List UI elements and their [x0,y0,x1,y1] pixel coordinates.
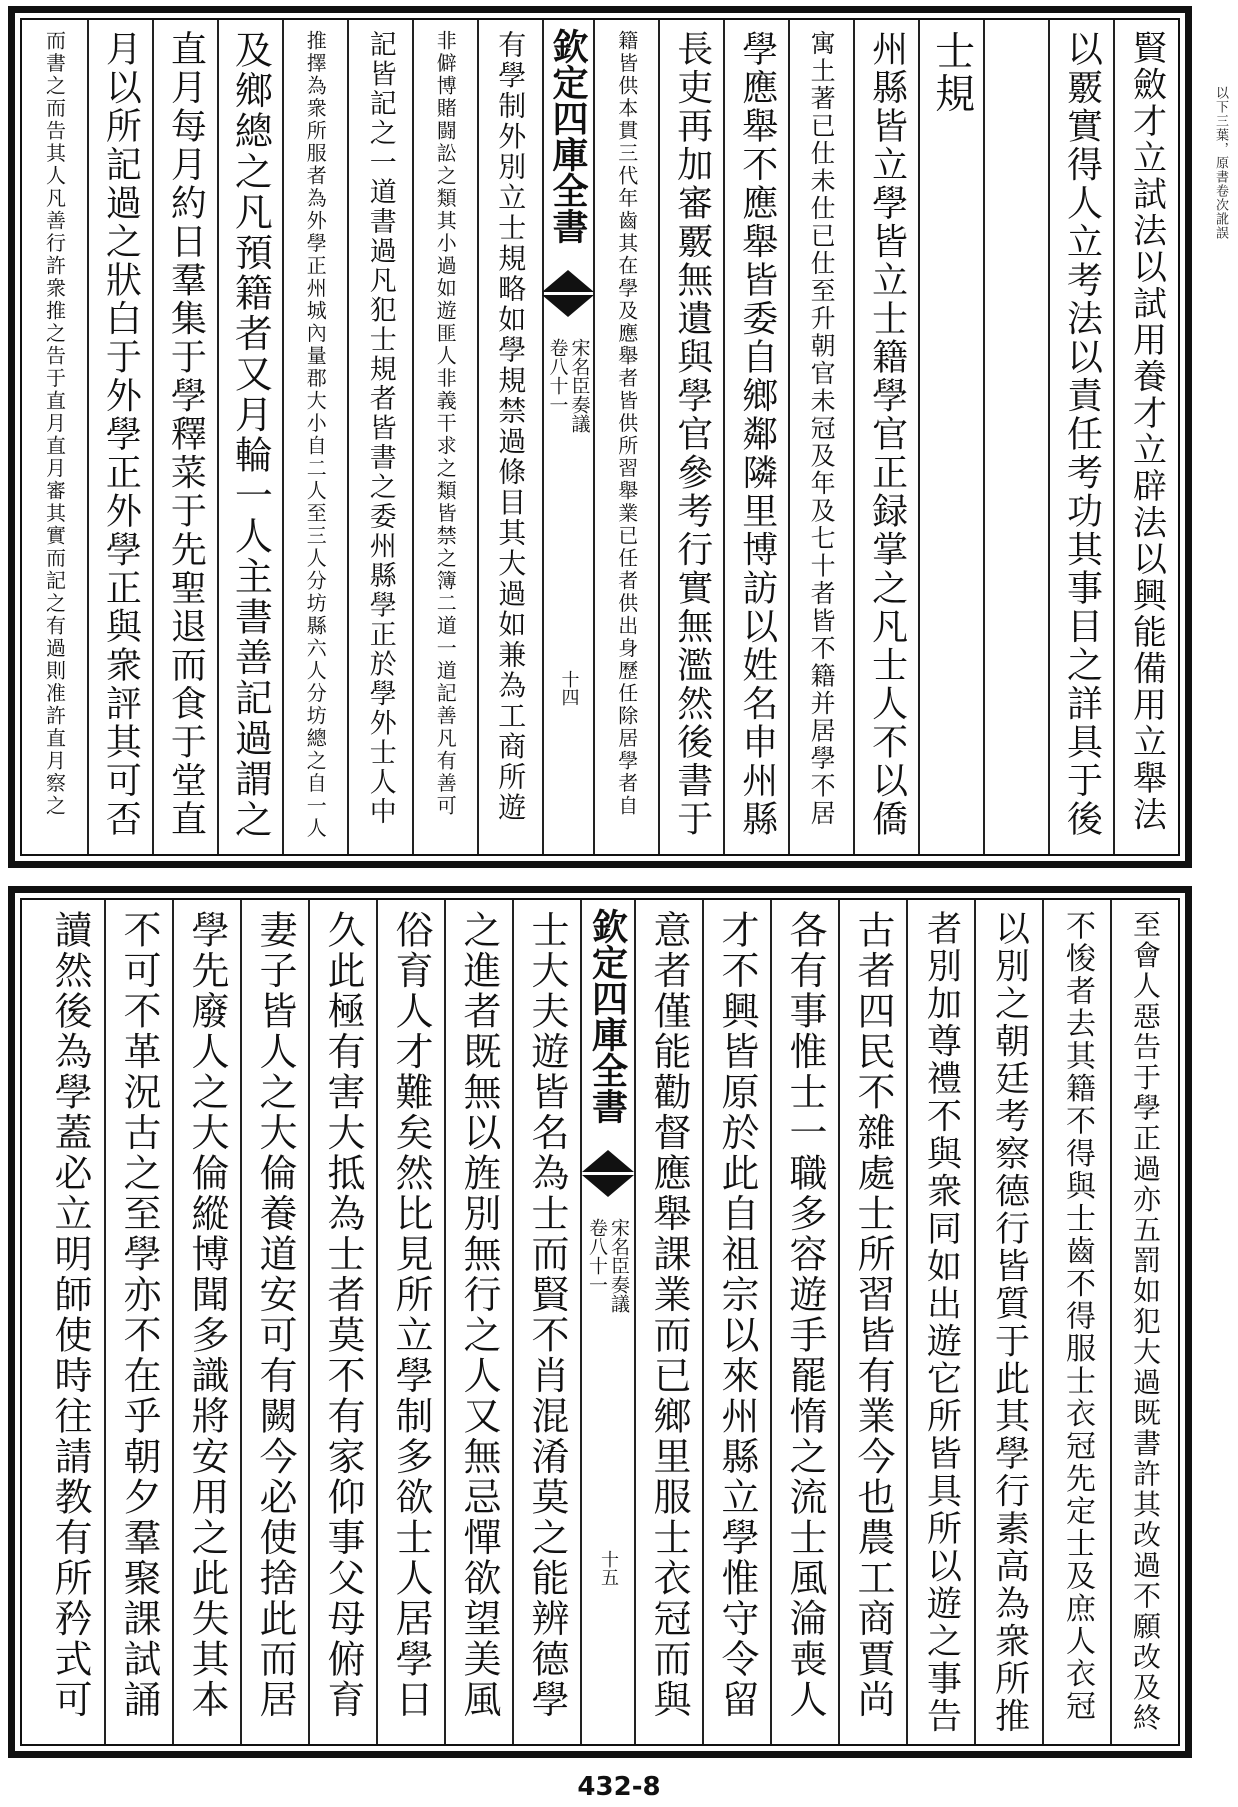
folio-number: 十四 [558,670,580,706]
text-column [412,20,477,854]
text-column [906,900,974,1744]
text-column [512,900,580,1744]
text-column [240,900,308,1744]
column-text: 不悛者去其籍不得與士齒不得服士衣冠先定士及庶人衣冠 [1060,910,1095,1723]
text-column [770,900,838,1744]
column-text: 籍皆供本貫三代年齒其在學及應舉者皆供所習舉業已任者供出身歷任除居學者自 [614,30,639,818]
fish-tail-mark-bottom [582,1175,634,1197]
text-column [172,900,240,1744]
page-panel-top [8,6,1192,868]
column-text: 學應舉不應舉皆委自鄉鄰隣里博訪以姓名申州縣 [736,30,778,839]
text-column [1042,900,1110,1744]
subtitle-work: 宋名臣奏議 [568,338,591,433]
book-title: 欽定四庫全書 [586,908,629,1124]
text-columns-top [22,20,1178,854]
text-column [974,900,1042,1744]
text-column [983,20,1048,854]
text-column [1048,20,1113,854]
column-text: 推擇為衆所服者為外學正州城內量郡大小自二人至三人分坊縣六人分坊總之自一人 [303,30,328,840]
text-column [658,20,723,854]
column-text: 賢斂才立試法以試用養才立辟法以興能備用立舉法 [1126,30,1167,833]
text-columns-bottom [22,900,1178,1744]
column-text: 古者四民不雜處士所習皆有業今也農工商賈尚 [851,910,895,1720]
column-text: 長吏再加審覈無遺與學官參考行實無濫然後書于 [671,30,713,839]
text-column [634,900,702,1744]
column-text: 學先廢人之大倫縱博聞多識將安用之此失其本 [185,910,229,1720]
column-text: 不可不革況古之至學亦不在乎朝夕羣聚課試誦 [117,910,161,1720]
text-column [838,900,906,1744]
text-column [87,20,152,854]
column-text: 意者僅能勸督應舉課業而已鄉里服士衣冠而與 [647,910,691,1720]
text-column [702,900,770,1744]
column-text: 士規 [928,30,975,115]
text-column [788,20,853,854]
column-text: 寓土著已仕未仕已仕至升朝官未冠及年及七十者皆不籍并居學不居 [807,30,837,828]
text-column [723,20,788,854]
fish-tail-mark-top [582,1150,634,1172]
text-column [217,20,282,854]
column-text: 至會人惡告于學正過亦五罰如犯大過既書許其改過不願改及終 [1129,910,1162,1734]
text-column [444,900,512,1744]
text-column [918,20,983,854]
column-text: 才不興皆原於此自祖宗以來州縣立學惟守令留 [715,910,759,1720]
text-column [282,20,347,854]
text-column [376,900,444,1744]
column-text: 者別加尊禮不與衆同如出遊它所皆具所以遊之事告 [921,910,962,1735]
column-text: 非僻博賭闘訟之類其小過如遊匪人非義干求之類皆禁之簿二道一道記善凡有善可 [433,30,458,818]
column-text: 有學制外別立士規略如學規禁過條目其大過如兼為工商所遊 [494,30,528,823]
page-panel-bottom [8,886,1192,1758]
column-text: 記皆記之一道書過凡犯士規者皆書之委州縣學正於學外士人中 [364,30,396,827]
fish-tail-mark-bottom [542,295,594,317]
text-column [104,900,172,1744]
folio-number: 十五 [598,1550,619,1586]
column-text: 以別之朝廷考察德行皆質于此其學行素高為衆所推 [989,910,1030,1735]
center-fold [580,900,634,1744]
text-column [22,20,87,854]
text-column [36,900,104,1744]
column-text: 士大夫遊皆名為士而賢不肖混淆莫之能辨德學 [525,910,569,1720]
column-text: 各有事惟士一職多容遊手罷惰之流士風淪喪人 [783,910,827,1720]
fish-tail-mark-top [542,270,594,292]
text-column [1110,900,1178,1744]
column-text: 而書之而告其人凡善行許衆推之告于直月直月審其實而記之有過則准許直月察之 [42,30,67,818]
column-text: 俗育人才難矣然比見所立學制多欲士人居學日 [389,910,433,1720]
text-column [152,20,217,854]
column-text: 月以所記過之狀白于外學正外學正與衆評其可否 [100,30,142,839]
column-text: 之進者既無以旌別無行之人又無忌憚欲望美風 [457,910,501,1720]
column-text: 直月每月約日羣集于學釋菜于先聖退而食于堂直 [165,30,207,839]
column-text: 讀然後為學蓋必立明師使時往請教有所矜式可 [48,910,92,1720]
text-column [308,900,376,1744]
center-fold [542,20,594,854]
subtitle-volume: 卷八十一 [546,338,569,414]
subtitle-work: 宋名臣奏議 [608,1218,630,1313]
volume-subtitle [586,1218,630,1358]
column-text: 以覈實得人立考法以責任考功其事目之詳具于後 [1061,30,1103,839]
column-text: 州縣皆立學皆立士籍學官正録掌之凡士人不以僑 [866,30,908,839]
side-note: 以下三葉，原書卷次訛誤 [1213,86,1228,240]
text-column [853,20,918,854]
text-column [347,20,412,854]
book-title: 欽定四庫全書 [546,28,589,244]
volume-subtitle [546,338,590,478]
column-text: 及鄉總之凡預籍者又月輪一人主書善記過謂之 [228,30,273,840]
subtitle-volume: 卷八十一 [586,1218,608,1294]
column-text: 妻子皆人之大倫養道安可有闕今必使捨此而居 [253,910,297,1720]
text-column [1113,20,1178,854]
text-column [593,20,658,854]
column-text: 久此極有害大抵為士者莫不有家仰事父母俯育 [321,910,365,1720]
text-column [477,20,542,854]
page-footer-number: 432-8 [577,1772,661,1802]
